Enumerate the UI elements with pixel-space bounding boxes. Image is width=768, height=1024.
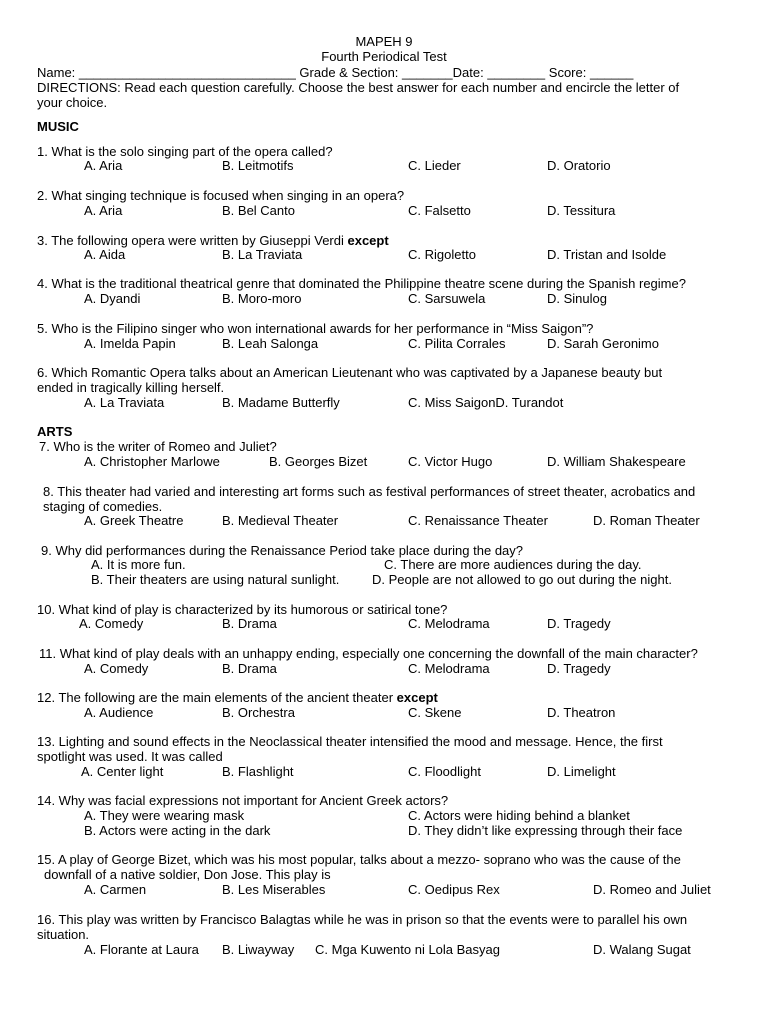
question-15-choice-d: D. Romeo and Juliet (593, 882, 711, 897)
question-8-stem-line-1: 8. This theater had varied and interesting art forms such as festival performances of street theater, acrobatics and (43, 484, 696, 499)
question-2-choice-c: C. Falsetto (408, 203, 471, 218)
test-subtitle: Fourth Periodical Test (321, 49, 447, 64)
question-12-choice-c: C. Skene (408, 705, 462, 720)
question-13-stem-line-2: spotlight was used. It was called (37, 749, 223, 764)
question-4-choice-a: A. Dyandi (84, 291, 141, 306)
question-9-choice-d: D. People are not allowed to go out during the night. (372, 572, 672, 587)
name-line: Name: ______________________________ Grade & Section: _______Date: ________ Score: ______ (37, 65, 634, 80)
question-12-choice-a: A. Audience (84, 705, 154, 720)
question-15-choice-a: A. Carmen (84, 882, 147, 897)
question-5-choice-c: C. Pilita Corrales (408, 336, 506, 351)
question-11-choice-a: A. Comedy (84, 661, 149, 676)
question-2-choice-d: D. Tessitura (547, 203, 616, 218)
question-12-choice-b: B. Orchestra (222, 705, 295, 720)
question-8-choice-b: B. Medieval Theater (222, 513, 339, 528)
question-4-stem: 4. What is the traditional theatrical genre that dominated the Philippine theatre scene during the Spanish regime? (37, 276, 686, 291)
question-1-choice-c: C. Lieder (408, 158, 461, 173)
question-10-choice-b: B. Drama (222, 616, 277, 631)
question-13-choice-c: C. Floodlight (408, 764, 481, 779)
question-12-stem-emphasis: except (396, 690, 438, 705)
question-8-choice-c: C. Renaissance Theater (408, 513, 548, 528)
question-16-choice-a: A. Florante at Laura (84, 942, 199, 957)
question-2-choice-a: A. Aria (84, 203, 123, 218)
directions-line-2: your choice. (37, 95, 108, 110)
question-15-stem-line-1: 15. A play of George Bizet, which was his most popular, talks about a mezzo- soprano who was the cause of the (37, 852, 681, 867)
question-10-choice-c: C. Melodrama (408, 616, 490, 631)
question-3-stem (37, 233, 389, 248)
question-3-choice-b: B. La Traviata (222, 247, 303, 262)
question-3-stem-text: 3. The following opera were written by Giuseppi Verdi (37, 233, 348, 248)
question-14-choice-c: C. Actors were hiding behind a blanket (408, 808, 630, 823)
question-7-choice-b: B. Georges Bizet (269, 454, 368, 469)
question-15-choice-c: C. Oedipus Rex (408, 882, 500, 897)
question-11-choice-d: D. Tragedy (547, 661, 611, 676)
question-16-stem-line-1: 16. This play was written by Francisco Balagtas while he was in prison so that the events were to parallel his own (37, 912, 688, 927)
question-5-choice-d: D. Sarah Geronimo (547, 336, 659, 351)
question-16-choice-c: C. Mga Kuwento ni Lola Basyag (315, 942, 500, 957)
question-6-stem-line-2: ended in tragically killing herself. (37, 380, 225, 395)
question-2-choice-b: B. Bel Canto (222, 203, 295, 218)
question-11-choice-c: C. Melodrama (408, 661, 490, 676)
section-arts-heading: ARTS (37, 424, 73, 439)
question-3-choice-d: D. Tristan and Isolde (547, 247, 667, 262)
question-7-choice-c: C. Victor Hugo (408, 454, 493, 469)
question-5-choice-a: A. Imelda Papin (84, 336, 176, 351)
question-16-choice-d: D. Walang Sugat (593, 942, 691, 957)
question-9-choice-c: C. There are more audiences during the day. (384, 557, 642, 572)
section-music-heading: MUSIC (37, 119, 79, 134)
question-7-stem: 7. Who is the writer of Romeo and Juliet? (39, 439, 277, 454)
question-4-choice-d: D. Sinulog (547, 291, 607, 306)
question-13-stem-line-1: 13. Lighting and sound effects in the Neoclassical theater intensified the mood and message. Hence, the first (37, 734, 663, 749)
question-11-stem: 11. What kind of play deals with an unhappy ending, especially one concerning the downfall of the main character? (39, 646, 698, 661)
question-10-choice-d: D. Tragedy (547, 616, 611, 631)
question-16-choice-b: B. Liwayway (222, 942, 295, 957)
question-8-choice-a: A. Greek Theatre (84, 513, 184, 528)
question-1-choice-b: B. Leitmotifs (222, 158, 294, 173)
question-8-choice-d: D. Roman Theater (593, 513, 700, 528)
question-1-choice-a: A. Aria (84, 158, 123, 173)
test-title: MAPEH 9 (355, 34, 413, 49)
question-13-choice-b: B. Flashlight (222, 764, 294, 779)
question-10-stem: 10. What kind of play is characterized by its humorous or satirical tone? (37, 602, 448, 617)
question-12-choice-d: D. Theatron (547, 705, 616, 720)
question-5-choice-b: B. Leah Salonga (222, 336, 319, 351)
question-13-choice-a: A. Center light (81, 764, 164, 779)
question-14-choice-d: D. They didn’t like expressing through their face (408, 823, 683, 838)
question-3-choice-c: C. Rigoletto (408, 247, 476, 262)
question-12-stem-text: 12. The following are the main elements of the ancient theater (37, 690, 397, 705)
question-4-choice-b: B. Moro-moro (222, 291, 302, 306)
question-6-choice-a: A. La Traviata (84, 395, 165, 410)
question-11-choice-b: B. Drama (222, 661, 277, 676)
question-13-choice-d: D. Limelight (547, 764, 616, 779)
question-4-choice-c: C. Sarsuwela (408, 291, 486, 306)
question-1-choice-d: D. Oratorio (547, 158, 611, 173)
question-9-choice-b: B. Their theaters are using natural sunlight. (91, 572, 340, 587)
question-2-stem: 2. What singing technique is focused when singing in an opera? (37, 188, 405, 203)
question-15-stem-line-2: downfall of a native soldier, Don Jose. This play is (44, 867, 331, 882)
question-14-choice-b: B. Actors were acting in the dark (84, 823, 271, 838)
question-7-choice-a: A. Christopher Marlowe (84, 454, 220, 469)
directions-line-1: DIRECTIONS: Read each question carefully. Choose the best answer for each number and encircle the letter of (37, 80, 680, 95)
question-7-choice-d: D. William Shakespeare (547, 454, 686, 469)
question-3-choice-a: A. Aida (84, 247, 126, 262)
question-14-stem: 14. Why was facial expressions not important for Ancient Greek actors? (37, 793, 449, 808)
question-6-stem-line-1: 6. Which Romantic Opera talks about an American Lieutenant who was captivated by a Japanese beauty but (37, 365, 663, 380)
question-14-choice-a: A. They were wearing mask (84, 808, 245, 823)
question-10-choice-a: A. Comedy (79, 616, 144, 631)
question-12-stem (37, 690, 438, 705)
question-16-stem-line-2: situation. (37, 927, 90, 942)
question-9-stem: 9. Why did performances during the Renaissance Period take place during the day? (41, 543, 524, 558)
question-3-stem-emphasis: except (347, 233, 389, 248)
question-8-stem-line-2: staging of comedies. (43, 499, 163, 514)
question-15-choice-b: B. Les Miserables (222, 882, 326, 897)
question-5-stem: 5. Who is the Filipino singer who won international awards for her performance in “Miss Saigon”? (37, 321, 594, 336)
question-6-choice-b: B. Madame Butterfly (222, 395, 340, 410)
question-9-choice-a: A. It is more fun. (91, 557, 186, 572)
question-1-stem: 1. What is the solo singing part of the opera called? (37, 144, 333, 159)
question-6-choice-cd: C. Miss SaigonD. Turandot (408, 395, 564, 410)
